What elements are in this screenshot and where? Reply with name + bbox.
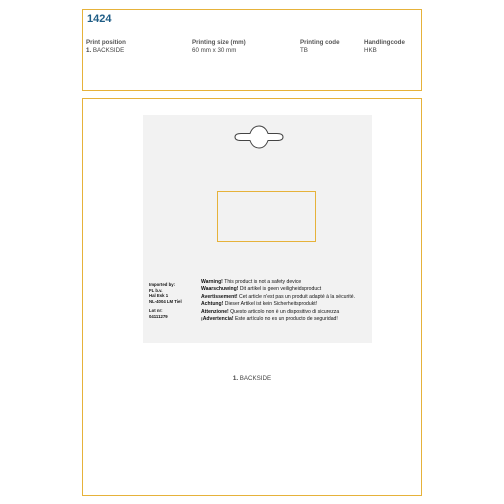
warning-title: Avertissement! xyxy=(201,293,238,300)
warning-text: Dieser Artikel ist kein Sicherheitsprodukt! xyxy=(224,301,318,308)
header-panel xyxy=(82,9,422,91)
warning-text: This product is not a safety device xyxy=(224,279,302,285)
importer-city: NL-4004 LM Tiel xyxy=(149,298,182,304)
warning-title: Waarschuwing! xyxy=(201,286,239,293)
article-number: 1424 xyxy=(87,13,112,25)
caption-text: BACKSIDE xyxy=(239,375,272,382)
printing-code-label: Printing code xyxy=(300,39,340,46)
importer-street: Hal Esk 1 xyxy=(149,293,169,299)
hang-hole-icon xyxy=(233,124,285,150)
warning-line xyxy=(201,294,355,301)
warning-line xyxy=(201,309,355,316)
lot-label: Lot nr: xyxy=(149,308,163,314)
importer-name: FL b.v. xyxy=(149,287,163,293)
warning-text: Dit artikel is geen veiligheidsproduct xyxy=(239,286,322,293)
printing-code-value: TB xyxy=(300,47,308,54)
caption-number: 1. xyxy=(232,375,239,382)
print-preview-panel xyxy=(82,98,422,496)
warning-title: Warning! xyxy=(201,279,223,285)
print-position-number: 1. xyxy=(86,47,92,54)
importer-info xyxy=(149,282,182,320)
warning-title: Attenzione! xyxy=(201,308,229,315)
printing-size-label: Printing size (mm) xyxy=(192,39,246,46)
print-position-caption xyxy=(83,375,421,382)
print-position-value xyxy=(86,47,126,55)
warning-line xyxy=(201,279,355,286)
print-position-column xyxy=(86,39,126,55)
warning-title: Achtung! xyxy=(201,301,224,308)
warning-line xyxy=(201,301,355,308)
handling-code-label: Handlingcode xyxy=(364,39,405,46)
warning-line xyxy=(201,286,355,293)
warning-text: Cet article n'est pas un produit adapté à la sécurité. xyxy=(239,293,355,300)
warning-text: Questo articolo non è un dispositivo di sicurezza xyxy=(230,308,340,315)
print-position-label: Print position xyxy=(86,39,126,46)
header-card-image xyxy=(143,115,372,343)
printing-size-column xyxy=(192,39,246,55)
printing-size-value: 60 mm x 30 mm xyxy=(192,47,237,54)
handling-code-value: HKB xyxy=(364,47,377,54)
printing-code-column xyxy=(300,39,340,55)
importer-label: Imported by: xyxy=(149,282,176,287)
warning-line xyxy=(201,316,355,323)
warning-list xyxy=(201,279,355,323)
warning-text: Este artículo no es un producto de seguridad! xyxy=(234,316,338,323)
warning-title: ¡Advertencia! xyxy=(201,316,234,323)
lot-number: 04111279 xyxy=(149,313,168,319)
print-position-text: BACKSIDE xyxy=(92,47,125,54)
handling-code-column xyxy=(364,39,405,55)
print-area xyxy=(217,191,316,242)
